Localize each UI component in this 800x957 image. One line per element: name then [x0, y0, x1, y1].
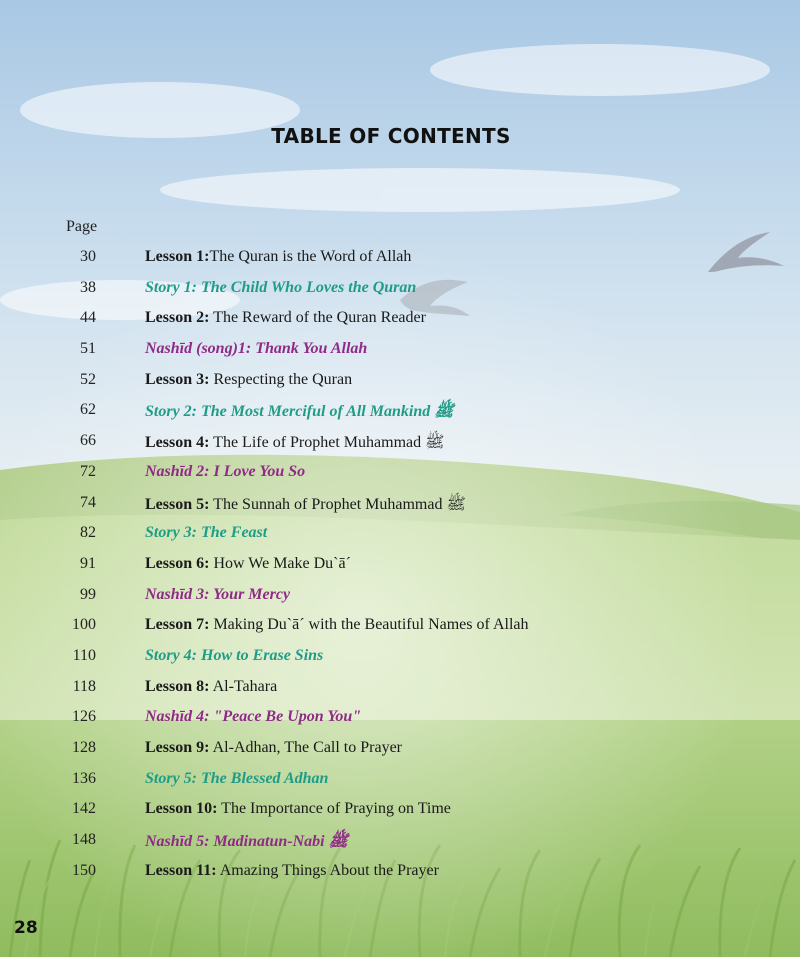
toc-entry[interactable] — [0, 644, 800, 675]
toc-entry[interactable] — [0, 398, 800, 429]
toc-page-number: 100 — [72, 616, 96, 634]
toc-entry-text — [145, 248, 411, 266]
toc-list — [0, 245, 800, 889]
toc-page-number: 150 — [72, 861, 96, 879]
toc-entry-title: Story 5: The Blessed Adhan — [145, 769, 329, 787]
toc-entry[interactable] — [0, 705, 800, 736]
toc-entry[interactable] — [0, 306, 800, 337]
toc-entry-text — [145, 340, 367, 358]
toc-entry-label: Lesson 5: — [145, 495, 210, 513]
toc-entry-title: Nashīd (song)1: Thank You Allah — [145, 340, 368, 358]
toc-entry-title: Respecting the Quran — [209, 370, 353, 388]
toc-entry-text — [145, 770, 328, 788]
toc-page-number: 66 — [80, 432, 96, 450]
toc-entry-label: Lesson 3: — [145, 370, 210, 388]
toc-entry[interactable] — [0, 337, 800, 368]
page-title: TABLE OF CONTENTS — [271, 124, 511, 148]
toc-page-number: 110 — [72, 646, 96, 664]
toc-entry-title: Al-Tahara — [209, 677, 278, 695]
toc-entry-label: Lesson 11: — [145, 861, 217, 879]
toc-entry-label: Lesson 7: — [145, 616, 210, 634]
toc-page-number: 128 — [72, 739, 96, 756]
toc-page-number: 136 — [72, 769, 96, 787]
toc-entry-title: Making Du`ā´ with the Beautiful Names of Allah — [209, 616, 529, 634]
toc-entry-title: Amazing Things About the Prayer — [216, 861, 439, 879]
toc-entry-title: Nashīd 5: Madinatun-Nabi ﷺ — [145, 833, 348, 851]
toc-entry-label: Lesson 1: — [145, 248, 210, 265]
toc-page-number: 91 — [80, 554, 96, 572]
toc-page-number: 99 — [80, 585, 96, 603]
toc-page-number: 74 — [80, 493, 96, 511]
toc-entry-text — [145, 678, 277, 696]
toc-page-number: 118 — [72, 677, 96, 695]
toc-entry-text — [145, 800, 451, 818]
toc-entry[interactable] — [0, 491, 800, 522]
toc-entry-text — [145, 586, 290, 604]
toc-entry-text — [145, 616, 529, 634]
toc-page-number: 126 — [72, 708, 96, 726]
toc-entry[interactable] — [0, 859, 800, 890]
toc-entry-text — [145, 862, 439, 880]
toc-entry-text — [145, 494, 466, 517]
toc-page-number: 38 — [80, 278, 96, 296]
toc-page-number: 142 — [72, 800, 96, 818]
page-column-heading: Page — [66, 218, 98, 235]
toc-entry[interactable] — [0, 583, 800, 614]
toc-page-number: 52 — [80, 370, 96, 388]
toc-page-number: 62 — [80, 401, 96, 419]
toc-entry[interactable] — [0, 736, 800, 767]
toc-entry-label: Lesson 8: — [145, 677, 210, 695]
toc-entry-text — [145, 555, 351, 573]
toc-entry[interactable] — [0, 675, 800, 706]
toc-entry-title: Nashīd 3: Your Mercy — [145, 585, 291, 603]
toc-page-number: 44 — [80, 309, 96, 327]
toc-page-number: 30 — [80, 248, 96, 265]
toc-entry[interactable] — [0, 276, 800, 307]
toc-page-number: 148 — [72, 831, 96, 849]
toc-entry-text — [145, 279, 416, 297]
toc-entry[interactable] — [0, 552, 800, 583]
toc-entry[interactable] — [0, 521, 800, 552]
toc-entry-title: The Quran is the Word of Allah — [209, 248, 412, 265]
toc-entry-title: How We Make Du`ā´ — [209, 554, 351, 572]
toc-entry-label: Lesson 2: — [145, 309, 210, 327]
toc-entry-title: Story 4: How to Erase Sins — [145, 646, 324, 664]
toc-entry-title: The Life of Prophet Muhammad ﷺ — [209, 434, 445, 452]
toc-entry-text — [145, 309, 426, 327]
toc-entry[interactable] — [0, 429, 800, 460]
toc-entry-title: Story 3: The Feast — [145, 524, 268, 542]
toc-entry-text — [145, 371, 352, 389]
toc-entry-text — [145, 831, 348, 854]
toc-entry-text — [145, 739, 402, 757]
toc-entry[interactable] — [0, 368, 800, 399]
toc-entry-text — [145, 432, 444, 455]
toc-page-number: 82 — [80, 524, 96, 542]
toc-entry-title: Nashīd 4: "Peace Be Upon You" — [145, 708, 362, 726]
toc-entry[interactable] — [0, 797, 800, 828]
toc-page-number: 72 — [80, 462, 96, 480]
toc-entry-text — [145, 647, 323, 665]
toc-entry-title: Nashīd 2: I Love You So — [145, 462, 306, 480]
toc-entry[interactable] — [0, 245, 800, 276]
toc-entry-label: Lesson 6: — [145, 554, 210, 572]
toc-entry-title: The Sunnah of Prophet Muhammad ﷺ — [209, 495, 466, 513]
toc-entry-text — [145, 463, 305, 481]
toc-entry-title: The Importance of Praying on Time — [217, 800, 451, 818]
page-number: 28 — [14, 918, 38, 938]
toc-entry[interactable] — [0, 613, 800, 644]
toc-entry-title: The Reward of the Quran Reader — [209, 309, 426, 327]
toc-entry-label: Lesson 4: — [145, 434, 210, 452]
toc-entry-text — [145, 708, 361, 726]
toc-entry[interactable] — [0, 828, 800, 859]
toc-entry-title: Story 1: The Child Who Loves the Quran — [145, 278, 417, 296]
toc-entry[interactable] — [0, 767, 800, 798]
toc-entry-label: Lesson 9: — [145, 739, 210, 756]
toc-entry-text — [145, 524, 267, 542]
toc-entry-title: Al-Adhan, The Call to Prayer — [209, 739, 403, 756]
toc-page-number: 51 — [80, 340, 96, 358]
toc-entry-text — [145, 401, 454, 424]
toc-entry-title: Story 2: The Most Merciful of All Mankind ﷺ — [145, 403, 454, 421]
toc-entry[interactable] — [0, 460, 800, 491]
toc-entry-label: Lesson 10: — [145, 800, 218, 818]
